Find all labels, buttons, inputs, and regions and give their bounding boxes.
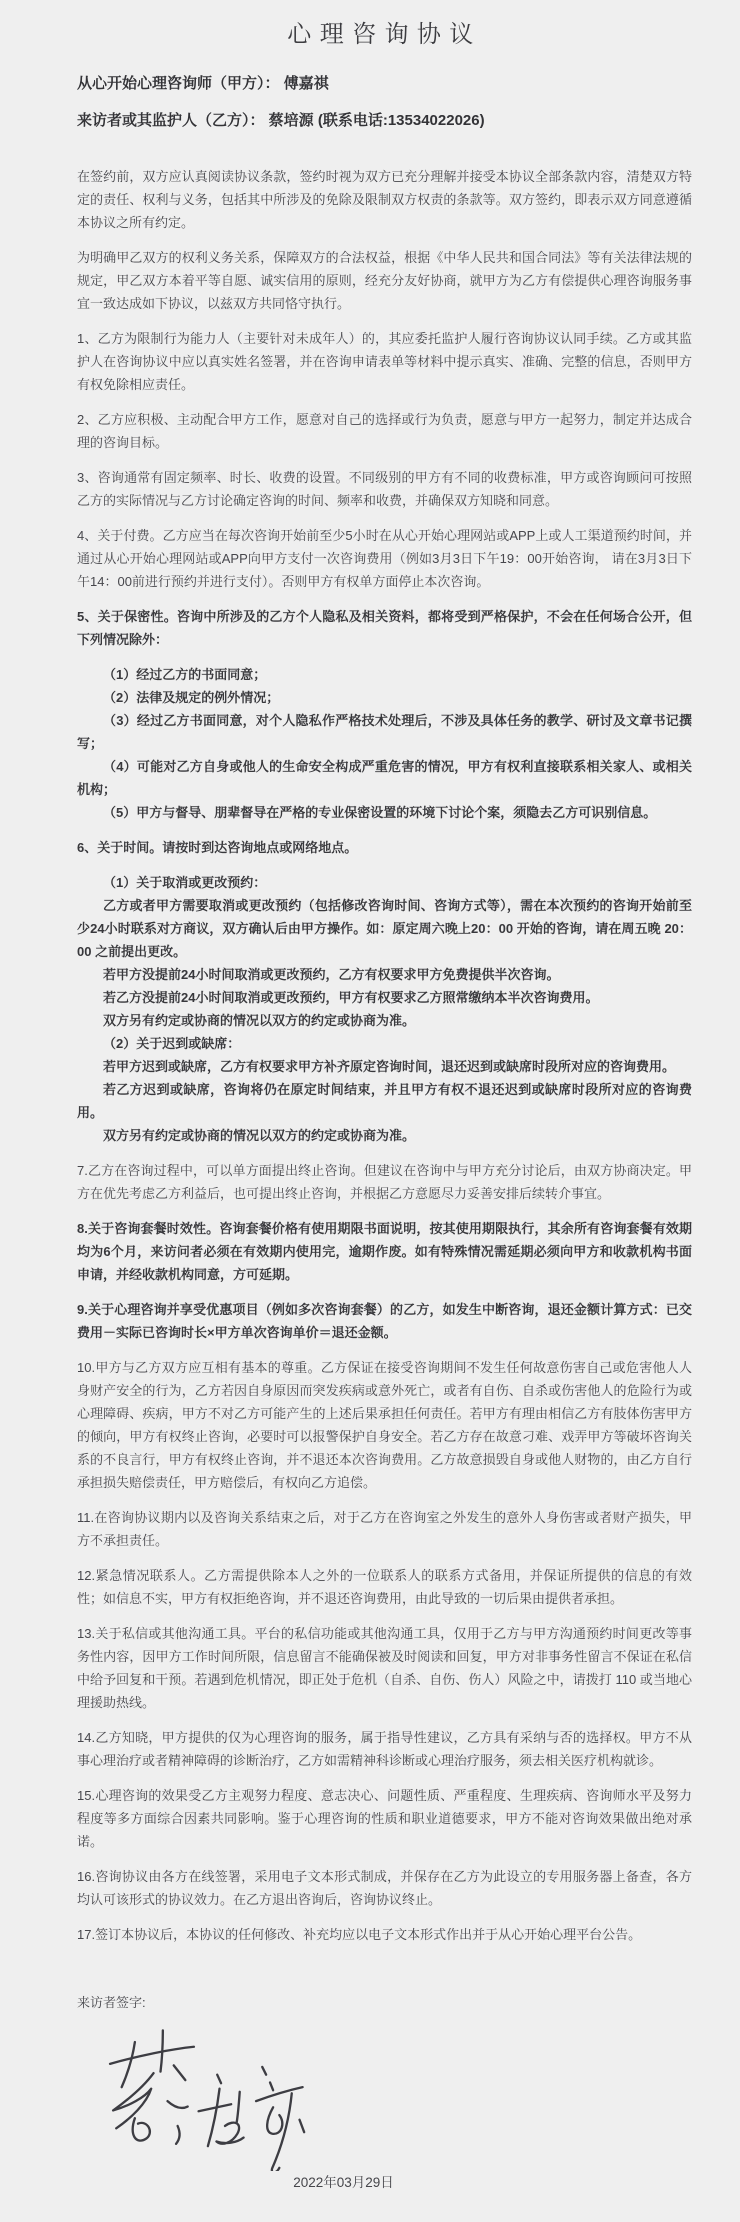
agreement-paragraph: 3、咨询通常有固定频率、时长、收费的设置。不同级别的甲方有不同的收费标准，甲方或咨询顾问可按照乙方的实际情况与乙方讨论确定咨询的时间、频率和收费，并确保双方知晓和同意。 — [77, 470, 692, 508]
agreement-paragraph: 双方另有约定或协商的情况以双方的约定或协商为准。 — [103, 1128, 416, 1143]
party-b-line: 来访者或其监护人（乙方）： 蔡培源 (联系电话:13534022026) — [77, 112, 485, 129]
agreement-paragraph: 为明确甲乙双方的权利义务关系，保障双方的合法权益，根据《中华人民共和国合同法》等有关法律法规的规定，甲乙双方本着平等自愿、诚实信用的原则，经充分友好协商，就甲方为乙方有偿提供心理咨询服务事宜一致达成如下协议，以兹双方共同恪守执行。 — [77, 250, 692, 311]
agreement-paragraph: 若甲方没提前24小时间取消或更改预约，乙方有权要求甲方免费提供半次咨询。 — [103, 967, 560, 982]
agreement-paragraph: 5、关于保密性。咨询中所涉及的乙方个人隐私及相关资料，都将受到严格保护，不会在任何场合公开，但下列情况除外： — [77, 609, 692, 647]
party-a-line: 从心开始心理咨询师（甲方）： 傅嘉祺 — [77, 75, 329, 92]
agreement-paragraph: （3）经过乙方书面同意，对个人隐私作严格技术处理后，不涉及具体任务的教学、研讨及文章书记撰写； — [77, 713, 692, 751]
agreement-paragraph: 16.咨询协议由各方在线签署，采用电子文本形式制成，并保存在乙方为此设立的专用服务器上备查，各方均认可该形式的协议效力。在乙方退出咨询后，咨询协议终止。 — [77, 1869, 692, 1907]
page-title: 心理咨询协议 — [287, 21, 482, 48]
agreement-paragraph: （1）关于取消或更改预约： — [103, 875, 267, 890]
agreement-paragraph: 9.关于心理咨询并享受优惠项目（例如多次咨询套餐）的乙方，如发生中断咨询，退还金额计算方式：已交费用－实际已咨询时长×甲方单次咨询单价＝退还金额。 — [77, 1302, 692, 1340]
agreement-paragraph: （1）经过乙方的书面同意； — [103, 667, 267, 682]
signature-svg — [99, 2025, 309, 2171]
agreement-paragraph: 13.关于私信或其他沟通工具。平台的私信功能或其他沟通工具，仅用于乙方与甲方沟通预约时间更改等事务性内容，因甲方工作时间所限，信息留言不能确保被及时阅读和回复，甲方对非事务性留言不保证在私信中给予回复和干预。若遇到危机情况，即正处于危机（自杀、自伤、伤人）风险之中，请拨打 110 或当地心理援助热线。 — [77, 1626, 692, 1710]
agreement-paragraph: （2）关于迟到或缺席： — [103, 1036, 241, 1051]
agreement-paragraph: （4）可能对乙方自身或他人的生命安全构成严重危害的情况，甲方有权利直接联系相关家人、或相关机构； — [77, 759, 692, 797]
agreement-paragraph: 在签约前，双方应认真阅读协议条款，签约时视为双方已充分理解并接受本协议全部条款内容，清楚双方特定的责任、权利与义务，包括其中所涉及的免除及限制双方权责的条款等。双方签约，即表示双方同意遵循本协议之所有约定。 — [77, 169, 692, 230]
agreement-paragraph: 若乙方没提前24小时间取消或更改预约，甲方有权要求乙方照常缴纳本半次咨询费用。 — [103, 990, 599, 1005]
agreement-paragraph: 15.心理咨询的效果受乙方主观努力程度、意志决心、问题性质、严重程度、生理疾病、咨询师水平及努力程度等多方面综合因素共同影响。鉴于心理咨询的性质和职业道德要求，甲方不能对咨询效果做出绝对承诺。 — [77, 1788, 692, 1849]
signer-label: 来访者签字: — [77, 1995, 146, 2010]
agreement-paragraph: 1、乙方为限制行为能力人（主要针对未成年人）的，其应委托监护人履行咨询协议认同手续。乙方或其监护人在咨询协议中应以真实姓名签署，并在咨询申请表单等材料中提示真实、准确、完整的信息，否则甲方有权免除相应责任。 — [77, 331, 692, 392]
agreement-paragraph: （5）甲方与督导、朋辈督导在严格的专业保密设置的环境下讨论个案，须隐去乙方可识别信息。 — [103, 805, 657, 820]
agreement-paragraph: 6、关于时间。请按时到达咨询地点或网络地点。 — [77, 840, 358, 855]
agreement-paragraph: 乙方或者甲方需要取消或更改预约（包括修改咨询时间、咨询方式等），需在本次预约的咨询开始前至少24小时联系对方商议，双方确认后由甲方操作。如：原定周六晚上20：00 开始的咨询，请在周五晚 20：00 之前提出更改。 — [77, 898, 692, 959]
signature-handwriting — [99, 2025, 692, 2171]
agreement-paragraph: 7.乙方在咨询过程中，可以单方面提出终止咨询。但建议在咨询中与甲方充分讨论后，由双方协商决定。甲方在优先考虑乙方利益后，也可提出终止咨询，并根据乙方意愿尽力妥善安排后续转介事宜。 — [77, 1163, 692, 1201]
agreement-paragraph: （2）法律及规定的例外情况； — [103, 690, 280, 705]
agreement-paragraph: 若甲方迟到或缺席，乙方有权要求甲方补齐原定咨询时间，退还迟到或缺席时段所对应的咨询费用。 — [103, 1059, 676, 1074]
agreement-paragraph: 4、关于付费。乙方应当在每次咨询开始前至少5小时在从心开始心理网站或APP上或人工渠道预约时间，并通过从心开始心理网站或APP向甲方支付一次咨询费用（例如3月3日下午19：00开始咨询， 请在3月3日下午14：00前进行预约并进行支付）。否则甲方有权单方面停止本次咨询。 — [77, 528, 692, 589]
agreement-paragraph: 14.乙方知晓，甲方提供的仅为心理咨询的服务，属于指导性建议，乙方具有采纳与否的选择权。甲方不从事心理治疗或者精神障碍的诊断治疗，乙方如需精神科诊断或心理治疗服务，须去相关医疗机构就诊。 — [77, 1730, 692, 1768]
agreement-body — [77, 153, 692, 1958]
agreement-paragraph: 8.关于咨询套餐时效性。咨询套餐价格有使用期限书面说明，按其使用期限执行，其余所有咨询套餐有效期均为6个月，来访问者必须在有效期内使用完，逾期作废。如有特殊情况需延期必须向甲方和收款机构书面申请，并经收款机构同意，方可延期。 — [77, 1221, 692, 1282]
agreement-paragraph: 10.甲方与乙方双方应互相有基本的尊重。乙方保证在接受咨询期间不发生任何故意伤害自己或危害他人人身财产安全的行为，乙方若因自身原因而突发疾病或意外死亡，或者有自伤、自杀或伤害他人的危险行为或心理障碍、疾病，甲方不对乙方可能产生的上述后果承担任何责任。若甲方有理由相信乙方有肢体伤害甲方的倾向，甲方有权终止咨询，必要时可以报警保护自身安全。若乙方存在故意刁难、戏弄甲方等破坏咨询关系的不良言行，甲方有权终止咨询，并不退还本次咨询费用。乙方故意损毁自身或他人财物的，由乙方自行承担损失赔偿责任，甲方赔偿后，有权向乙方追偿。 — [77, 1360, 692, 1490]
footer — [77, 2171, 692, 2222]
signature-date: 2022年03月29日 — [293, 2175, 394, 2190]
agreement-paragraph: 11.在咨询协议期内以及咨询关系结束之后，对于乙方在咨询室之外发生的意外人身伤害或者财产损失，甲方不承担责任。 — [77, 1510, 692, 1548]
agreement-paragraph: 17.签订本协议后，本协议的任何修改、补充均应以电子文本形式作出并于从心开始心理平台公告。 — [77, 1927, 642, 1942]
agreement-paragraph: 若乙方迟到或缺席，咨询将仍在原定时间结束，并且甲方有权不退还迟到或缺席时段所对应的咨询费用。 — [77, 1082, 692, 1120]
agreement-paragraph: 2、乙方应积极、主动配合甲方工作，愿意对自己的选择或行为负责，愿意与甲方一起努力，制定并达成合理的咨询目标。 — [77, 412, 692, 450]
agreement-paragraph: 12.紧急情况联系人。乙方需提供除本人之外的一位联系人的联系方式备用，并保证所提供的信息的有效性；如信息不实，甲方有权拒绝咨询，并不退还咨询费用，由此导致的一切后果由提供者承担。 — [77, 1568, 692, 1606]
agreement-paragraph: 双方另有约定或协商的情况以双方的约定或协商为准。 — [103, 1013, 416, 1028]
